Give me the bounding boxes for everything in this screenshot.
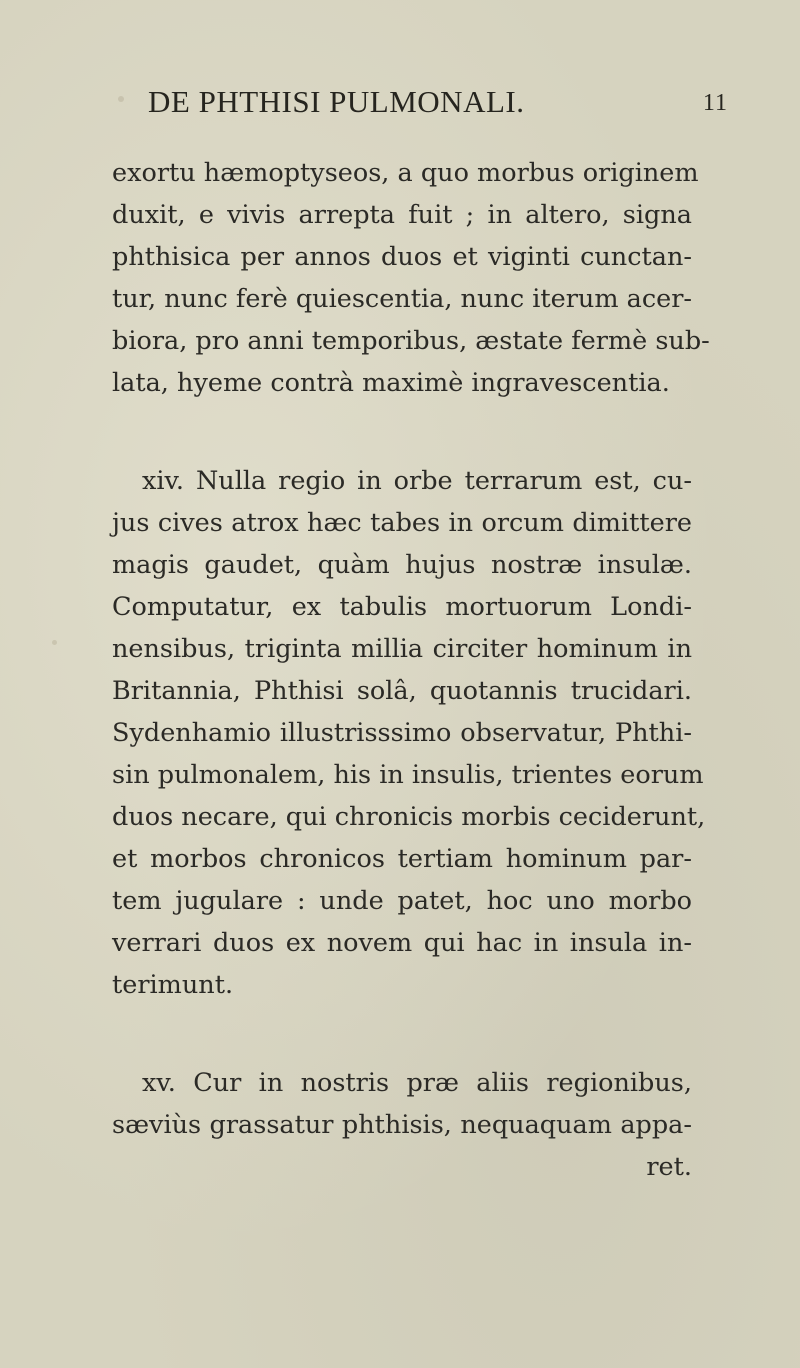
text-line: tem jugulare : unde patet, hoc uno morbo [112,886,692,916]
text-line: biora, pro anni temporibus, æstate fermè sub- [112,326,710,356]
text-line: Britannia, Phthisi solâ, quotannis trucidari. [112,676,692,706]
paper-stain [52,640,57,645]
text-line: duxit, e vivis arrepta fuit ; in altero, signa [112,200,692,230]
text-line: nensibus, triginta millia circiter hominum in [112,634,692,664]
text-line: et morbos chronicos tertiam hominum par- [112,844,692,874]
text-line: sin pulmonalem, his in insulis, trientes eorum [112,760,704,790]
paragraph-xv [112,1062,692,1188]
text-line: xv. Cur in nostris præ aliis regionibus, [142,1068,692,1098]
paragraph-xiv [112,460,706,1006]
text-line: jus cives atrox hæc tabes in orcum dimittere [112,508,692,538]
text-line: lata, hyeme contrà maximè ingravescentia. [112,368,670,398]
paragraph-xiii-continuation [112,152,710,404]
running-head [148,84,728,124]
text-line: xiv. Nulla regio in orbe terrarum est, cu- [142,466,692,496]
paragraph-gap [112,404,692,460]
text-line: exortu hæmoptyseos, a quo morbus originem [112,158,699,188]
text-line: Sydenhamio illustrisssimo observatur, Phthi- [112,718,692,748]
text-line: terimunt. [112,970,234,1000]
catchword: ret. [646,1152,692,1182]
text-line: verrari duos ex novem qui hac in insula in- [112,928,692,958]
running-head-title: DE PHTHISI PULMONALI. [148,84,525,119]
text-line: Computatur, ex tabulis mortuorum Londi- [112,592,692,622]
text-line: tur, nunc ferè quiescentia, nunc iterum acer- [112,284,692,314]
text-line: magis gaudet, quàm hujus nostræ insulæ. [112,550,692,580]
paper-stain [118,96,124,102]
page-number: 11 [702,90,728,116]
body-text [112,152,710,1188]
paragraph-gap [112,1006,692,1062]
text-line: phthisica per annos duos et viginti cunctan- [112,242,692,272]
text-line: duos necare, qui chronicis morbis ceciderunt, [112,802,706,832]
text-line: sæviùs grassatur phthisis, nequaquam appa- [112,1110,692,1140]
